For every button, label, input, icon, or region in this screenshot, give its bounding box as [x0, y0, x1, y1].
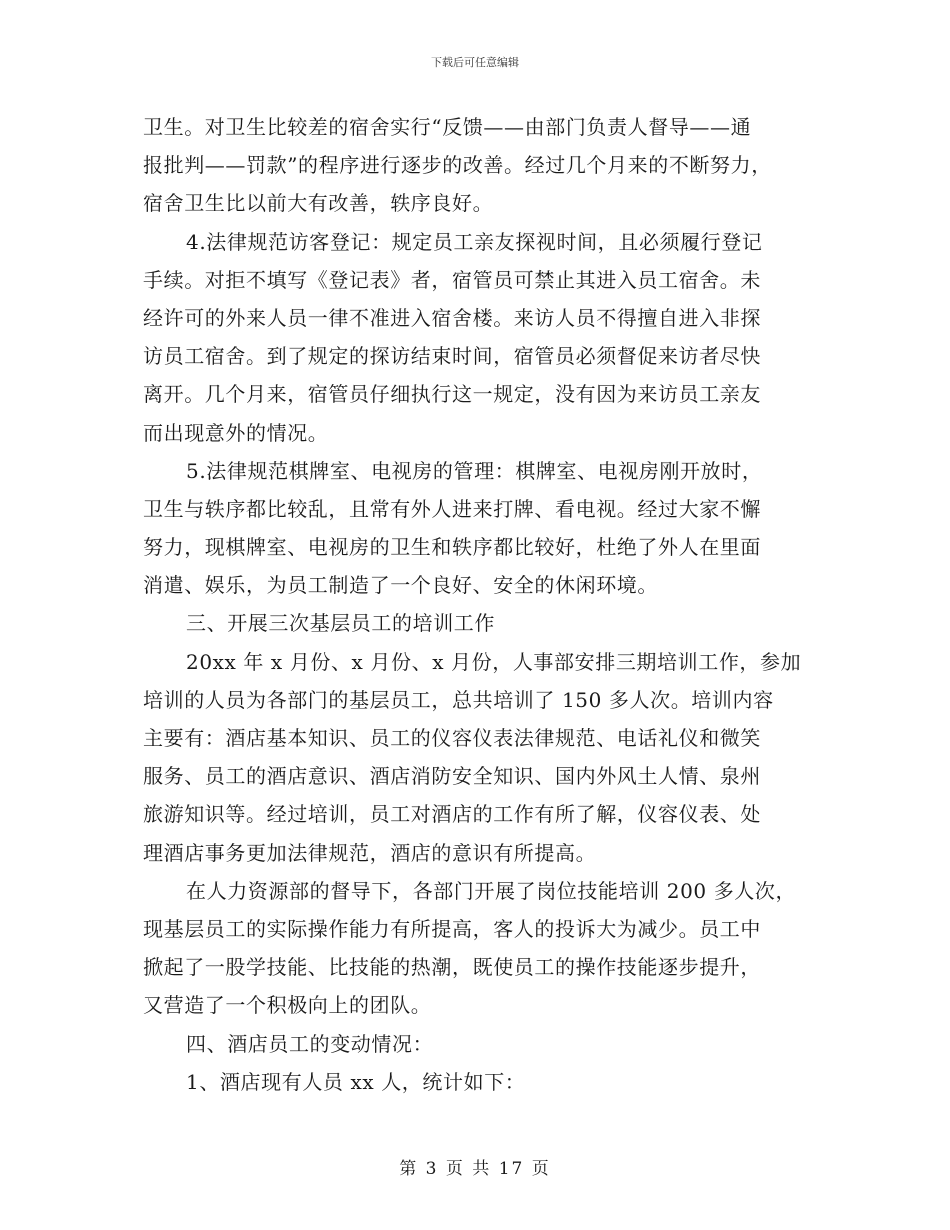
text-line: 现基层员工的实际操作能力有所提高，客人的投诉大为减少。员工中 — [143, 916, 761, 941]
document-body — [143, 108, 823, 1101]
text-line: 努力，现棋牌室、电视房的卫生和轶序都比较好，杜绝了外人在里面 — [143, 535, 761, 560]
text-line: 掀起了一股学技能、比技能的热潮，既使员工的操作技能逐步提升， — [143, 955, 761, 980]
text-line: 旅游知识等。经过培训，员工对酒店的工作有所了解，仪容仪表、处 — [143, 802, 761, 827]
text-line: 而出现意外的情况。 — [143, 420, 329, 445]
text-line: 三、开展三次基层员工的培训工作 — [186, 611, 495, 636]
text-line: 5.法律规范棋牌室、电视房的管理：棋牌室、电视房刚开放时， — [186, 458, 763, 483]
text-line: 服务、员工的酒店意识、酒店消防安全知识、国内外风土人情、泉州 — [143, 764, 761, 789]
text-line: 理酒店事务更加法律规范，酒店的意识有所提高。 — [143, 840, 597, 865]
text-line: 手续。对拒不填写《登记表》者，宿管员可禁止其进入员工宿舍。未 — [143, 267, 761, 292]
text-line: 在人力资源部的督导下，各部门开展了岗位技能培训 200 多人次， — [186, 878, 797, 903]
text-line: 卫生。对卫生比较差的宿舍实行“反馈——由部门负责人督导——通 — [143, 115, 752, 139]
text-line: 20xx 年 x 月份、x 月份、x 月份，人事部安排三期培训工作，参加 — [186, 649, 802, 674]
text-line: 卫生与轶序都比较乱，且常有外人进来打牌、看电视。经过大家不懈 — [143, 496, 761, 521]
text-line: 经许可的外来人员一律不准进入宿舍楼。来访人员不得擅自进入非探 — [143, 305, 761, 330]
text-line: 宿舍卫生比以前大有改善，轶序良好。 — [143, 191, 494, 216]
text-line: 四、酒店员工的变动情况： — [186, 1031, 434, 1056]
text-line: 主要有：酒店基本知识、员工的仪容仪表法律规范、电话礼仪和微笑 — [143, 726, 761, 750]
text-line: 培训的人员为各部门的基层员工，总共培训了 150 多人次。培训内容 — [143, 687, 774, 712]
page-footer: 第 3 页 共 17 页 — [399, 1159, 551, 1179]
text-line: 报批判——罚款”的程序进行逐步的改善。经过几个月来的不断努力， — [143, 153, 772, 178]
text-line: 消遣、娱乐，为员工制造了一个良好、安全的休闲环境。 — [143, 573, 658, 598]
text-line: 1、酒店现有人员 xx 人，统计如下： — [186, 1069, 526, 1094]
text-line: 访员工宿舍。到了规定的探访结束时间，宿管员必须督促来访者尽快 — [143, 344, 761, 369]
page-header: 下载后可任意编辑 — [431, 56, 519, 69]
text-line: 离开。几个月来，宿管员仔细执行这一规定，没有因为来访员工亲友 — [143, 382, 761, 407]
text-line: 4.法律规范访客登记：规定员工亲友探视时间，且必须履行登记 — [186, 229, 763, 254]
text-line: 又营造了一个积极向上的团队。 — [143, 993, 432, 1018]
